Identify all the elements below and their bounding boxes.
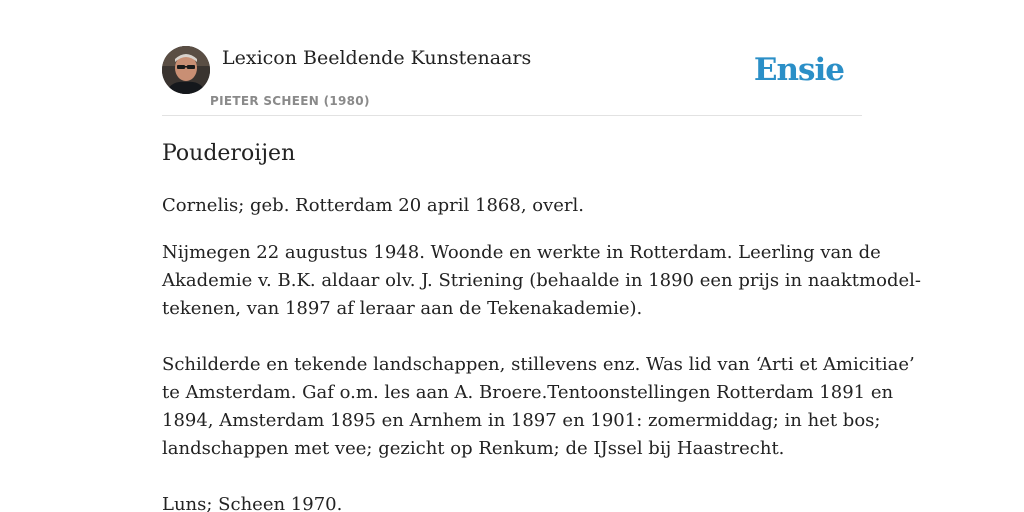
- paragraph-line: tekenen, van 1897 af leraar aan de Tekenakademie).: [162, 298, 643, 319]
- ensie-logo[interactable]: Ensie: [753, 52, 844, 88]
- publication-title[interactable]: Lexicon Beeldende Kunstenaars: [222, 47, 532, 69]
- paragraph-line: Akademie v. B.K. aldaar olv. J. Striening (behaalde in 1890 een prijs in naaktmodel-: [162, 270, 921, 291]
- paragraph-4: [162, 491, 342, 512]
- paragraph-line: Schilderde en tekende landschappen, stillevens enz. Was lid van ‘Arti et Amicitiae’: [162, 354, 915, 375]
- paragraph-2: [162, 239, 921, 323]
- author-portrait-icon: [162, 46, 210, 94]
- paragraph-line: Nijmegen 22 augustus 1948. Woonde en werkte in Rotterdam. Leerling van de: [162, 242, 881, 263]
- paragraph-line: 1894, Amsterdam 1895 en Arnhem in 1897 en 1901: zomermiddag; in het bos;: [162, 410, 881, 431]
- entry-content: [162, 138, 921, 512]
- header: [162, 46, 862, 116]
- author-name[interactable]: PIETER SCHEEN (1980): [210, 94, 370, 108]
- paragraph-line: Cornelis; geb. Rotterdam 20 april 1868, overl.: [162, 195, 585, 216]
- paragraph-line: landschappen met vee; gezicht op Renkum; de IJssel bij Haastrecht.: [162, 438, 785, 459]
- paragraph-3: [162, 351, 915, 463]
- entry-title: Pouderoijen: [162, 141, 296, 166]
- header-divider: [162, 115, 862, 116]
- paragraph-line: te Amsterdam. Gaf o.m. les aan A. Broere.Tentoonstellingen Rotterdam 1891 en: [162, 382, 894, 403]
- paragraph-line: Luns; Scheen 1970.: [162, 494, 343, 512]
- author-avatar[interactable]: [162, 46, 210, 94]
- paragraph-1: [162, 192, 584, 220]
